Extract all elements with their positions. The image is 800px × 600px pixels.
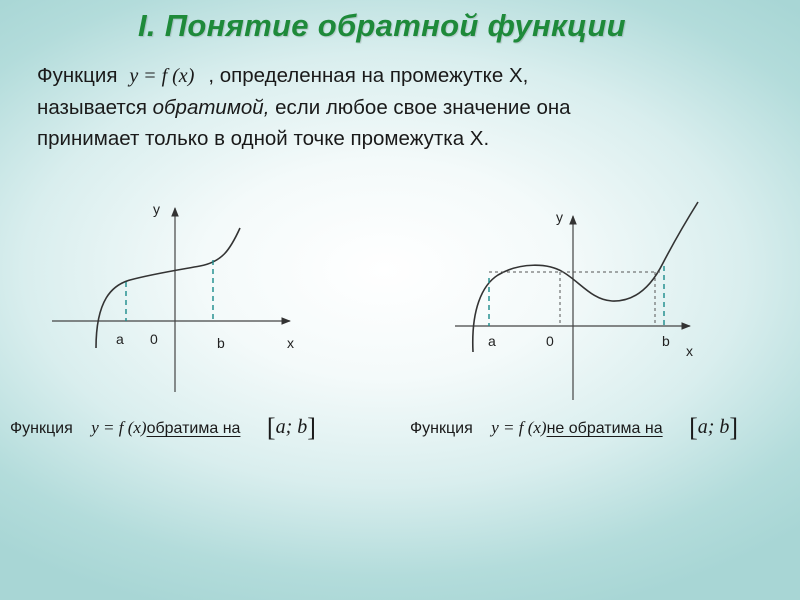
right-interval-value: a; b <box>697 416 730 438</box>
definition-line2-rest: если любое свое значение она <box>269 96 571 119</box>
right-b-label: b <box>662 333 670 349</box>
left-bracket-open: [ <box>266 413 276 442</box>
left-caption-word: Функция <box>10 420 73 437</box>
formula-eq: = <box>144 65 156 87</box>
left-zero-label: 0 <box>150 331 158 347</box>
left-caption-interval <box>266 413 316 442</box>
left-bracket-close: ] <box>307 413 316 442</box>
left-x-label: x <box>287 335 294 351</box>
right-caption-interval <box>689 413 739 442</box>
formula-lhs: y <box>129 65 139 87</box>
definition-line2-start: называется <box>37 96 153 119</box>
formula-rhs: f (x) <box>161 65 195 87</box>
left-graph <box>52 201 294 392</box>
left-b-label: b <box>217 335 225 351</box>
right-caption <box>410 413 738 443</box>
left-curve <box>96 228 240 348</box>
right-bracket-open: [ <box>689 413 698 442</box>
definition-emphasis: обратимой, <box>152 96 270 119</box>
left-y-label: y <box>153 201 160 217</box>
definition-word-function: Функция <box>37 64 118 87</box>
right-graph <box>455 202 698 400</box>
left-interval-value: a; b <box>275 416 308 438</box>
page-title: I. Понятие обратной функции <box>138 8 626 43</box>
right-zero-label: 0 <box>546 333 554 349</box>
right-caption-text: не обратима на <box>546 420 663 437</box>
definition-line1-rest: , определенная на промежутке X, <box>208 64 529 87</box>
right-a-label: a <box>488 333 496 349</box>
left-a-label: a <box>116 331 124 347</box>
left-caption-text: обратима на <box>146 420 241 437</box>
right-caption-formula: y = f (x) <box>491 418 547 437</box>
right-caption-word: Функция <box>410 420 473 437</box>
left-caption-formula: y = f (x) <box>91 418 147 437</box>
left-caption <box>10 413 316 443</box>
right-x-label: x <box>686 343 693 359</box>
right-y-label: y <box>556 209 563 225</box>
definition-line-3: принимает только в одной точке промежутка X. <box>37 127 490 150</box>
right-bracket-close: ] <box>729 413 739 442</box>
